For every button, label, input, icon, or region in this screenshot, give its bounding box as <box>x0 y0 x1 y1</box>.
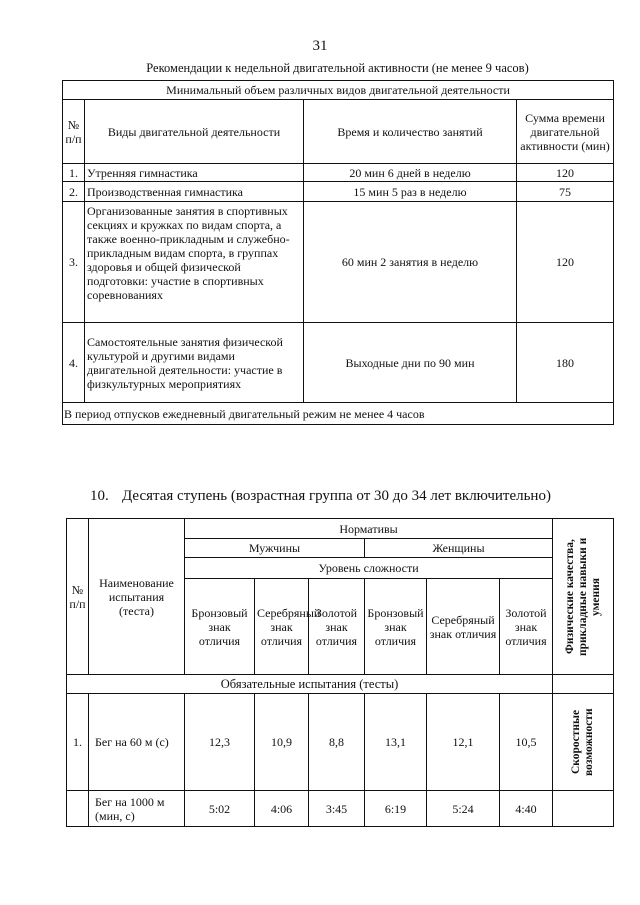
mandatory-tests-header: Обязательные испытания (тесты) <box>67 675 553 694</box>
column-header-activity: Виды двигательной деятельности <box>85 100 304 164</box>
women-header: Женщины <box>365 539 553 558</box>
qualities-header: Физические качества, прикладные навыки и умения <box>563 537 602 656</box>
row-time: 20 мин 6 дней в неделю <box>304 164 517 182</box>
row-time: 60 мин 2 занятия в неделю <box>304 202 517 323</box>
row-num: 2. <box>63 182 85 202</box>
norms-table <box>66 518 614 827</box>
row-sum: 120 <box>517 202 614 323</box>
men-header: Мужчины <box>185 539 365 558</box>
row-activity: Организованные занятия в спортивных секциях и кружках по видам спорта, а также военно-прикладным и служебно-прикладным видам спорта, в группах здоровья и общей физической подготовки: участие в спортивных соревнованиях <box>85 202 304 323</box>
row-activity: Производственная гимнастика <box>85 182 304 202</box>
women-bronze: 6:19 <box>365 791 427 827</box>
quality-cell <box>553 791 614 827</box>
section-number: 10. <box>90 488 109 504</box>
empty-cell <box>553 675 614 694</box>
quality-cell <box>553 694 614 791</box>
norms-header: Нормативы <box>185 519 553 539</box>
row-activity: Самостоятельные занятия физической культурой и другими видами двигательной деятельности: участие в физкультурных мероприятиях <box>85 323 304 403</box>
women-silver: 5:24 <box>427 791 500 827</box>
women-gold-header: Золотой знак отличия <box>500 579 553 675</box>
weekly-activity-table <box>62 80 614 425</box>
column-header-time: Время и количество занятий <box>304 100 517 164</box>
men-bronze: 12,3 <box>185 694 255 791</box>
row-sum: 180 <box>517 323 614 403</box>
row-test: Бег на 1000 м (мин, с) <box>89 791 185 827</box>
men-bronze: 5:02 <box>185 791 255 827</box>
men-bronze-header: Бронзовый знак отличия <box>185 579 255 675</box>
table-row <box>63 182 614 202</box>
table-caption: Рекомендации к недельной двигательной активности (не менее 9 часов) <box>146 61 529 75</box>
row-time: 15 мин 5 раз в неделю <box>304 182 517 202</box>
table-header-title: Минимальный объем различных видов двигательной деятельности <box>63 81 614 100</box>
row-activity: Утренняя гимнастика <box>85 164 304 182</box>
quality-label: Скоростные возможности <box>570 708 596 776</box>
women-silver-header: Серебряный знак отличия <box>427 579 500 675</box>
women-bronze-header: Бронзовый знак отличия <box>365 579 427 675</box>
section-heading <box>90 488 551 505</box>
column-header-num: № п/п <box>63 100 85 164</box>
column-header-test: Наименование испытания (теста) <box>89 519 185 675</box>
women-bronze: 13,1 <box>365 694 427 791</box>
page-number: 31 <box>312 38 328 54</box>
table-row <box>63 202 614 323</box>
men-silver-header: Серебряный знак отличия <box>255 579 309 675</box>
row-sum: 75 <box>517 182 614 202</box>
men-silver: 4:06 <box>255 791 309 827</box>
men-gold: 8,8 <box>309 694 365 791</box>
women-gold: 4:40 <box>500 791 553 827</box>
row-num: 3. <box>63 202 85 323</box>
men-gold: 3:45 <box>309 791 365 827</box>
table-footer-note: В период отпусков ежедневный двигательный режим не менее 4 часов <box>63 403 614 425</box>
table-row <box>63 323 614 403</box>
column-header-num: № п/п <box>67 519 89 675</box>
table-row <box>67 694 614 791</box>
men-silver: 10,9 <box>255 694 309 791</box>
level-header: Уровень сложности <box>185 558 553 579</box>
row-num: 1. <box>63 164 85 182</box>
women-silver: 12,1 <box>427 694 500 791</box>
table-row <box>63 164 614 182</box>
column-header-sum: Сумма времени двигательной активности (мин) <box>517 100 614 164</box>
qualities-header-cell <box>553 519 614 675</box>
section-title: Десятая ступень (возрастная группа от 30 до 34 лет включительно) <box>122 488 551 504</box>
row-test: Бег на 60 м (с) <box>89 694 185 791</box>
row-num: 1. <box>67 694 89 791</box>
row-num: 4. <box>63 323 85 403</box>
women-gold: 10,5 <box>500 694 553 791</box>
row-num <box>67 791 89 827</box>
men-gold-header: Золотой знак отличия <box>309 579 365 675</box>
row-time: Выходные дни по 90 мин <box>304 323 517 403</box>
row-sum: 120 <box>517 164 614 182</box>
table-row <box>67 791 614 827</box>
